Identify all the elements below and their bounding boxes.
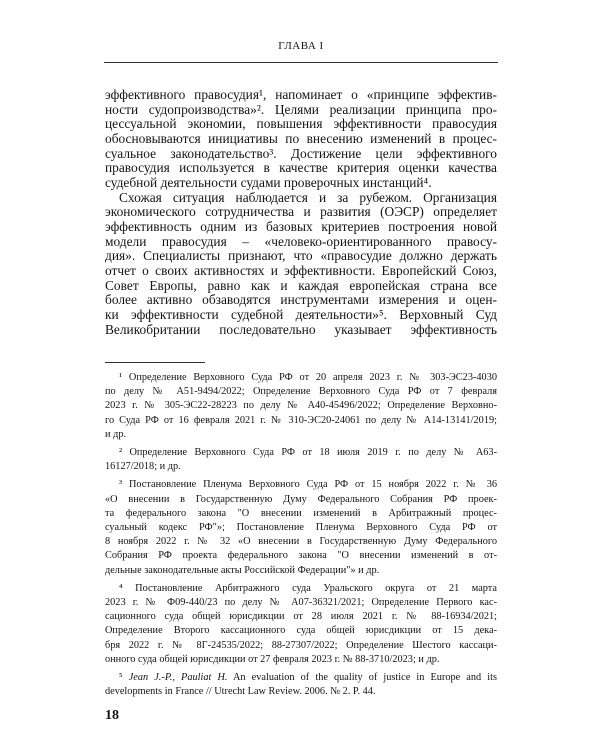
- running-header: ГЛАВА I: [278, 40, 324, 52]
- footnotes: [105, 371, 497, 703]
- text-line: ности судопроизводства»². Целями реализации принципа про-: [105, 101, 497, 117]
- text-line: ⁴ Постановление Арбитражного суда Уральского округа от 21 марта: [119, 582, 497, 594]
- text-line: та федерального закона "О внесении изменений в Арбитражный процес-: [105, 507, 497, 519]
- footnote-marker: ⁵: [119, 672, 129, 684]
- text-line: ¹ Определение Верховного Суда РФ от 20 апреля 2023 г. № 303-ЭС23-4030: [119, 372, 497, 383]
- text-line: 16127/2018; и др.: [105, 461, 181, 473]
- text-line: эффективность одним из базовых критериев построения новой: [105, 218, 497, 234]
- citation-text: An evaluation of the quality of justice in Europe and its: [227, 672, 497, 684]
- text-line: Великобритании последовательно указывает эффективность: [105, 321, 497, 337]
- text-line: дия». Специалисты признают, что «правосудие должно держать: [105, 248, 497, 264]
- author-names: Jean J.-P., Pauliat H.: [128, 672, 228, 684]
- text-line: дельные законодательные акты Российской Федерации"» и др.: [105, 564, 380, 576]
- text-line: правосудия используется в качестве критерия оценки качества: [105, 160, 497, 176]
- text-line: ки эффективности судебной деятельности»⁵. Верховный Суд: [105, 306, 497, 322]
- text-line: Определение Второго кассационного суда общей юрисдикции от 15 дека-: [105, 625, 497, 637]
- text-line: суальный кодекс РФ"»; Постановление Пленума Верховного Суда РФ от: [105, 522, 497, 534]
- text-line: и др.: [105, 428, 127, 440]
- text-line: бря 2022 г. № 8Г-24535/2022; 88-27307/2022; Определение Шестого кассаци-: [105, 639, 497, 651]
- text-line: более активно обзаводятся инструментами измерения и оцен-: [105, 292, 497, 308]
- footnote-separator: [105, 362, 205, 363]
- text-line: го Суда РФ от 16 февраля 2021 г. № 310-ЭС20-24061 по делу № А14-13141/2019;: [105, 414, 497, 426]
- text-line: по делу № А51-9494/2022; Определение Верховного Суда РФ от 7 февраля: [105, 386, 497, 398]
- text-line: отчет о своих активностях и эффективности. Европейский Союз,: [105, 262, 497, 278]
- footnote: [105, 582, 497, 667]
- text-line: эффективного правосудия¹, напоминает о «принципе эффектив-: [105, 87, 497, 102]
- text-line: Собрания РФ проекта федерального закона "О внесении изменений в от-: [105, 550, 497, 562]
- text-line: Схожая ситуация наблюдается и за рубежом. Организация: [119, 189, 497, 205]
- text-line: цессуальной экономии, повышения эффективности правосудия: [105, 116, 497, 132]
- text-line: экономического сотрудничества и развития (ОЭСР) определяет: [105, 204, 497, 220]
- footnote: [105, 671, 497, 699]
- text-line: 2023 г. № 305-ЭС22-28223 по делу № А40-45496/2022; Определение Верховно-: [105, 400, 497, 412]
- footnote: [105, 478, 497, 577]
- page-number: 18: [105, 708, 119, 723]
- text-line: онного суда общей юрисдикции от 27 февраля 2023 г. № 88-3710/2023; и др.: [105, 653, 440, 665]
- text-line: [105, 671, 497, 685]
- footnote: [105, 446, 497, 474]
- text-line: обосновываются инициативы по внесению изменений в процес-: [105, 130, 497, 146]
- text-line: ² Определение Верховного Суда РФ от 18 июля 2019 г. по делу № А63-: [119, 447, 497, 459]
- text-line: Совет Европы, равно как и каждая европейская страна все: [105, 277, 497, 293]
- text-line: 2023 г. № Ф09-440/23 по делу № А07-36321/2021; Определение Первого кас-: [105, 597, 497, 609]
- text-line: суальное законодательство³. Достижение цели эффективного: [105, 145, 497, 161]
- text-line: developments in France // Utrecht Law Review. 2006. № 2. P. 44.: [105, 686, 376, 698]
- text-line: 8 ноября 2022 г. № 32 «О внесении в Государственную Думу Федерального: [105, 536, 497, 548]
- text-line: «О внесении в Государственную Думу Федерального Собрания РФ проек-: [105, 493, 497, 505]
- text-line: ³ Постановление Пленума Верховного Суда РФ от 15 ноября 2022 г. № 36: [119, 479, 497, 491]
- main-text: [105, 88, 497, 337]
- text-line: модели правосудия – «человеко-ориентированного правосу-: [105, 233, 497, 249]
- footnote: [105, 371, 497, 442]
- header-rule: [104, 62, 498, 63]
- text-line: сационного суда общей юрисдикции от 28 июля 2021 г. № 88-16934/2021;: [105, 611, 497, 623]
- text-line: судебной деятельности судами проверочных инстанций⁴.: [105, 174, 432, 190]
